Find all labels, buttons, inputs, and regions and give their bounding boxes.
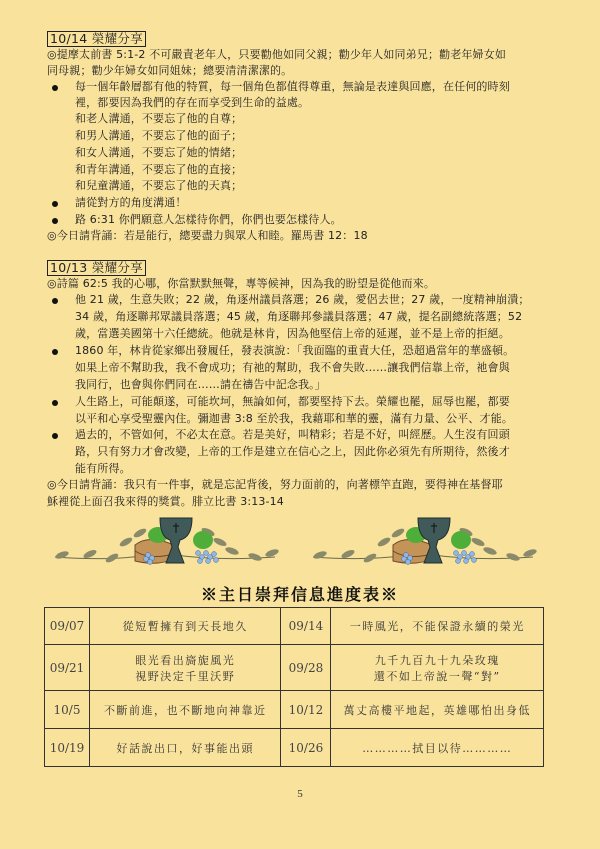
bullet-text: 能有所得。 xyxy=(75,462,131,475)
date-cell: 10/5 xyxy=(45,691,90,729)
bullet-icon xyxy=(52,349,58,355)
bullet-text: 每一個年齡層都有他的特質，每一個角色都值得尊重，無論是表達與回應，在任何的時刻 xyxy=(75,80,510,93)
sub-line: 和兒童溝通，不要忘了他的天真； xyxy=(75,179,243,192)
table-row xyxy=(45,608,544,645)
bullet-text: 以平和心享受聖靈內住。彌迦書 3:8 至於我，我藉耶和華的靈，滿有力量、公平、才能。 xyxy=(75,412,513,425)
bullet-text: 請從對方的角度溝通！ xyxy=(75,196,187,209)
message-line: 九千九百九十九朵玫瑰 xyxy=(374,653,500,667)
message-line: 視野決定千里沃野 xyxy=(135,669,236,683)
message-cell xyxy=(89,645,280,691)
bullet-text: 如果上帝不幫助我，我不會成功；有祂的幫助，我不會失敗……讓我們信靠上帝，祂會與 xyxy=(75,361,510,374)
chalice-bread-grapes-wheat-icon xyxy=(50,515,280,575)
bullet-text: 34 歲，角逐聯邦眾議員落選；45 歲，角逐聯邦參議員落選；47 歲，提名副總統落選；52 xyxy=(75,310,523,323)
chalice-bread-grapes-wheat-icon xyxy=(308,515,538,575)
message-cell: 萬丈高樓平地起，英雄哪怕出身低 xyxy=(331,691,544,729)
table-row xyxy=(45,645,544,691)
message-cell: 一時風光，不能保證永續的榮光 xyxy=(331,608,544,645)
bullet-icon xyxy=(52,400,58,406)
sub-line: 和女人溝通，不要忘了她的情緒； xyxy=(75,146,243,159)
message-cell: 從短暫擁有到天長地久 xyxy=(89,608,280,645)
memory-verse: ◎今日請背誦：我只有一件事，就是忘記背後，努力面前的，向著標竿直跑，要得神在基督耶 xyxy=(47,478,503,491)
message-line: 眼光看出旖旎風光 xyxy=(135,653,236,667)
message-line: 還不如上帝說一聲“對” xyxy=(373,669,501,683)
table-row xyxy=(45,729,544,767)
bullet-text: 過去的，不管如何，不必太在意。若是美好，叫精彩；若是不好，叫經歷。人生沒有回頭 xyxy=(75,428,510,441)
bullet-text: 我同行，也會與你們同在……請在禱告中記念我。」 xyxy=(75,378,326,391)
message-cell: 不斷前進，也不斷地向神靠近 xyxy=(89,691,280,729)
bullet-icon xyxy=(52,85,58,91)
date-cell: 09/21 xyxy=(45,645,90,691)
intro-line: ◎詩篇 62:5 我的心哪，你當默默無聲，專等候神，因為我的盼望是從他而來。 xyxy=(47,277,435,290)
bullet-icon xyxy=(52,298,58,304)
memory-verse: ◎今日請背誦：若是能行，總要盡力與眾人和睦。羅馬書 12：18 xyxy=(47,229,368,242)
date-cell: 10/12 xyxy=(281,691,331,729)
date-cell: 10/19 xyxy=(45,729,90,767)
bullet-text: 1860 年，林肯從家鄉出發履任，發表演說：「我面臨的重責大任，恐超過當年的華盛頓。 xyxy=(75,344,515,357)
bullet-text: 人生路上，可能顛遂，可能坎坷，無論如何，都要堅持下去。榮耀也罷，屈辱也罷，都要 xyxy=(75,395,510,408)
date-cell: 09/28 xyxy=(281,645,331,691)
bullet-icon xyxy=(52,201,58,207)
message-cell: 好話說出口，好事能出頭 xyxy=(89,729,280,767)
sub-line: 和老人溝通，不要忘了他的自尊； xyxy=(75,112,243,125)
bullet-text: 路，只有努力才會改變，上帝的工作是建立在信心之上，因此你必須先有所期待，然後才 xyxy=(75,445,510,458)
bullet-icon xyxy=(52,433,58,439)
page-number: 5 xyxy=(297,788,303,800)
intro-line: 同母親；勸少年婦女如同姐妹；總要清清潔潔的。 xyxy=(47,64,293,77)
intro-line: ◎提摩太前書 5:1-2 不可嚴責老年人，只要勸他如同父親；勸少年人如同弟兄；勸老年婦女如 xyxy=(47,48,507,61)
bullet-text: 裡，都要因為我們的存在而享受到生命的益處。 xyxy=(75,96,310,109)
message-cell: …………拭目以待………… xyxy=(331,729,544,767)
message-cell xyxy=(331,645,544,691)
section-title-1014: 10/14 榮耀分享 xyxy=(47,31,146,47)
schedule-table xyxy=(44,607,544,767)
bullet-icon xyxy=(52,218,58,224)
memory-verse: 穌裡從上面召我來得的獎賞。腓立比書 3:13-14 xyxy=(47,495,284,508)
schedule-title: ※主日崇拜信息進度表※ xyxy=(200,585,399,604)
date-cell: 09/14 xyxy=(281,608,331,645)
date-cell: 10/26 xyxy=(281,729,331,767)
sub-line: 和青年溝通，不要忘了他的直接； xyxy=(75,163,243,176)
table-row xyxy=(45,691,544,729)
sub-line: 和男人溝通，不要忘了他的面子； xyxy=(75,129,243,142)
bullet-text: 歲，當選美國第十六任總統。他就是林肯，因為他堅信上帝的延遲，並不是上帝的拒絕。 xyxy=(75,327,510,340)
bullet-text: 他 21 歲，生意失敗；22 歲，角逐州議員落選；26 歲，愛侶去世；27 歲，一度精神崩潰； xyxy=(75,293,530,306)
section-title-1013: 10/13 榮耀分享 xyxy=(47,260,146,276)
date-cell: 09/07 xyxy=(45,608,90,645)
bullet-text: 路 6:31 你們願意人怎樣待你們，你們也要怎樣待人。 xyxy=(75,213,342,226)
